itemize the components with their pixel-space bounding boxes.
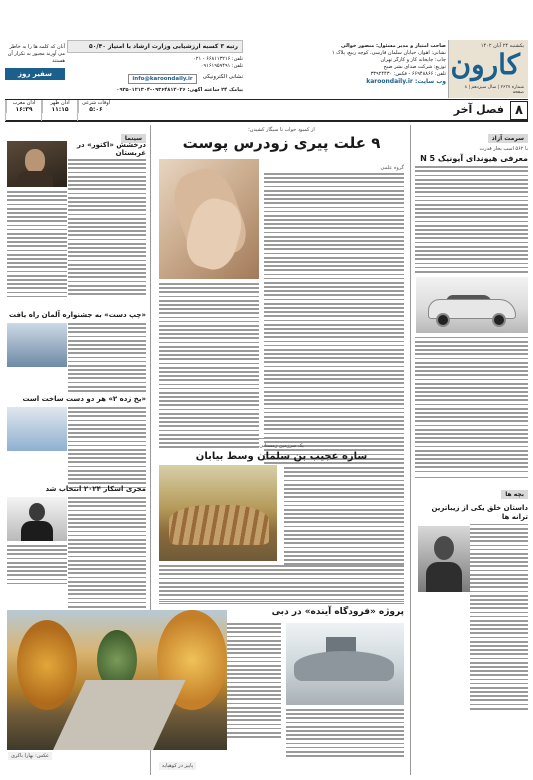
issue-info: شماره ۲۶۳۷ | سال سیزدهم | ۸ صفحه [464, 85, 524, 95]
license-notice: رتبه ۳ کسبه ارزشیابی وزارت ارشاد با امتیاز ۵۰/۴۰ [67, 40, 243, 53]
section-label-children: بچه ها [501, 490, 528, 499]
lefthanded-text [68, 323, 146, 392]
frozen-photo[interactable] [7, 407, 67, 451]
sms-ad-line: پیامک ۲۴ ساعته آگهی: ۰۹۳۶۴۸۱۲۰۲۶-۰۹۳۵۰۱۲۱۳۰۴ [116, 87, 243, 93]
corner-ad[interactable] [5, 40, 65, 98]
prayer-time-item: اذان ظهر ۱۱:۱۵ [41, 100, 77, 121]
song-story-text [470, 524, 528, 710]
frozen-text [68, 407, 146, 488]
nature-article-text-bottom [159, 565, 404, 604]
hands-photo[interactable] [159, 159, 259, 279]
lefthanded-headline[interactable]: «چپ دست» به جشنواره آلمان راه یافت [9, 311, 146, 319]
print-line: چاپ: چاپخانه کار و کارگر تهران [380, 57, 446, 63]
oscar-host-photo[interactable] [7, 497, 67, 541]
prayer-times [5, 100, 113, 121]
prayer-time-item: اذان مغرب ۱۶:۳۹ [5, 100, 41, 121]
ad-text: آنان که کلمه ها را به خاطر می آورند مجبور به تکرار آن هستند [7, 44, 65, 64]
logo-title: کارون [450, 48, 520, 81]
phone-mobile: تلفن: ۰۹۱۶۱۹۵۹۴۹۱ [200, 63, 243, 69]
ad-brand: سفیر روز [5, 68, 65, 80]
frozen-headline[interactable]: «یخ زده ۲» هر دو دست ساخت است [22, 395, 146, 403]
desert-structure-photo[interactable] [159, 465, 277, 561]
page-name: فصل آخر [453, 103, 504, 116]
email-label: نشانی الکترونیکی [202, 74, 243, 80]
issue-date: یکشنبه ۲۴ آبان ۱۴۰۲ [480, 43, 524, 49]
cinema-label: سینما [121, 134, 146, 143]
masthead [5, 40, 528, 100]
skin-headline[interactable]: ۹ علت پیری زودرس پوست [182, 134, 381, 152]
nature-article-text [284, 467, 404, 565]
right-column [410, 125, 528, 775]
oscar-host-headline[interactable]: مجری اسکار ۲۰۲۴ انتخاب شد [45, 485, 146, 493]
website-link[interactable]: وب سایت: karoondaily.ir [366, 78, 446, 85]
distribution-line: توزیع: شرکت صدای نشر صبح [383, 64, 446, 70]
license-block [67, 40, 243, 98]
actor-story-text-left [7, 191, 67, 297]
song-story-headline[interactable]: داستان خلق یکی از زیباترین ترانه ها [431, 504, 528, 521]
airport-headline[interactable]: پروژه «فرودگاه آینده» در دبی [271, 607, 404, 617]
bottom-photo-caption-right: پاییز در کوهپایه [159, 762, 196, 770]
skin-byline: گروه علمی [380, 165, 404, 171]
skin-article-text [264, 173, 404, 464]
lefthanded-photo[interactable] [7, 323, 67, 367]
airport-article-text-cont [286, 709, 404, 757]
author-portrait[interactable] [418, 526, 470, 592]
car-article-text [415, 166, 528, 272]
nature-kicker: یک سرزمین زمستانی [259, 443, 304, 449]
phone-tehran: تلفن: ۶۶۸۱۱۳۲۱۶ - ۰۲۱ [193, 56, 243, 62]
airport-photo[interactable] [286, 623, 404, 705]
car-photo[interactable] [416, 277, 528, 333]
newspaper-logo[interactable] [448, 40, 528, 98]
autumn-landscape-photo[interactable] [7, 610, 227, 750]
actor-film-still[interactable] [7, 141, 67, 187]
actor-story-headline[interactable]: درخشش «اکتور» در غربستان [77, 141, 146, 158]
address-line: نشانی: اهواز، خیابان سلمان فارسی، کوچه ربیع، پلاک ۱ [331, 50, 446, 56]
page-number: ۸ [510, 101, 528, 120]
prayer-time-item: اوقات شرعی ۵:۰۶ [77, 100, 113, 121]
skin-article-text-left [159, 283, 259, 448]
section-label: سرمت آزاد [488, 134, 528, 143]
email-link[interactable]: info@karoondaily.ir [128, 74, 196, 84]
owner-line: صاحب امتیاز و مدیر مسئول: منصور خوالی [341, 43, 446, 49]
phone-line: تلفن: ۶۶۹۴۸۸۶۶ - فکس: ۳۳۹۲۴۴۳۰ [370, 71, 446, 77]
publisher-info [246, 40, 446, 98]
email-row [67, 74, 243, 84]
nature-headline[interactable]: سازه عجیب بن سلمان وسط بیابان [195, 451, 368, 462]
section-bar [5, 100, 528, 122]
oscar-host-text-left [7, 545, 67, 584]
bottom-photo-credit: عکس: بهارا باکری [8, 752, 52, 760]
car-headline[interactable]: معرفی هیوندای آیونیک N 5 [420, 154, 528, 163]
car-article-text-cont [415, 337, 528, 473]
actor-story-text [68, 159, 146, 295]
car-kicker: با ۵۶۲ اسب بخار قدرت [479, 146, 528, 152]
skin-kicker: از کمبود خواب تا سیگار کشیدن؛ [248, 127, 315, 133]
